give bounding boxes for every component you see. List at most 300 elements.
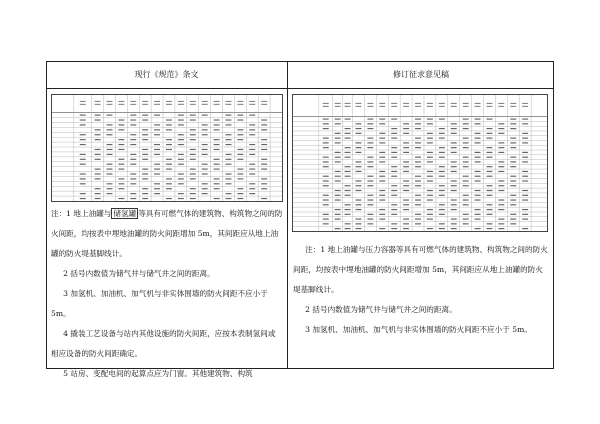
table-cell-mark — [356, 180, 362, 181]
table-cell-mark — [261, 159, 267, 160]
table-cell-mark — [202, 149, 208, 150]
table-header-mark — [345, 103, 351, 104]
table-header-mark — [107, 101, 113, 102]
table-cell-mark — [214, 149, 220, 150]
table-cell-mark — [486, 157, 492, 158]
table-cell-mark — [130, 193, 136, 194]
table-cell-mark — [261, 169, 267, 170]
table-header-mark — [323, 106, 329, 107]
table-cell-mark — [498, 209, 504, 210]
table-cell-mark — [142, 198, 148, 199]
table-cell-mark — [335, 123, 341, 124]
table-cell-mark — [510, 161, 516, 162]
table-cell-mark — [379, 195, 385, 196]
table-cell-mark — [451, 152, 457, 153]
table-header-mark — [118, 104, 124, 105]
table-cell-mark — [510, 147, 516, 148]
table-cell-mark — [475, 142, 481, 143]
table-cell-mark — [391, 133, 397, 134]
table-cell-mark — [237, 178, 243, 179]
table-cell-mark — [190, 119, 196, 120]
table-cell-mark — [498, 180, 504, 181]
table-cell-mark — [80, 119, 86, 120]
table-cell-mark — [142, 178, 148, 179]
table-header-mark — [130, 104, 136, 105]
table-cell-mark — [130, 198, 136, 199]
table-cell-mark — [237, 139, 243, 140]
table-cell-mark — [391, 152, 397, 153]
table-cell-mark — [237, 115, 243, 116]
table-cell-mark — [463, 185, 469, 186]
table-cell-mark — [463, 204, 469, 205]
table-cell-mark — [427, 152, 433, 153]
table-header-mark — [415, 103, 421, 104]
table-cell-mark — [415, 219, 421, 220]
table-cell-mark — [439, 214, 445, 215]
table-header-mark — [463, 106, 469, 107]
table-cell-mark — [510, 195, 516, 196]
table-cell-mark — [391, 204, 397, 205]
right-table-grid — [293, 95, 547, 231]
table-cell-mark — [356, 171, 362, 172]
table-cell-mark — [118, 188, 124, 189]
table-header-mark — [486, 106, 492, 107]
table-cell-mark — [379, 157, 385, 158]
table-header-mark — [451, 106, 457, 107]
table-cell-mark — [379, 133, 385, 134]
table-header-mark — [367, 103, 373, 104]
table-cell-mark — [522, 133, 528, 134]
table-cell-mark — [130, 134, 136, 135]
table-cell-mark — [403, 142, 409, 143]
table-cell-mark — [367, 138, 373, 139]
table-cell-mark — [166, 159, 172, 160]
table-header-mark — [202, 101, 208, 102]
table-cell-mark — [486, 133, 492, 134]
table-header-mark — [142, 104, 148, 105]
left-table-grid — [52, 95, 282, 201]
table-cell-mark — [498, 128, 504, 129]
table-cell-mark — [178, 154, 184, 155]
table-cell-mark — [178, 183, 184, 184]
table-cell-mark — [356, 209, 362, 210]
table-cell-mark — [522, 161, 528, 162]
table-cell-mark — [403, 185, 409, 186]
table-cell-mark — [249, 183, 255, 184]
table-cell-mark — [391, 118, 397, 119]
table-cell-mark — [225, 134, 231, 135]
table-cell-mark — [214, 144, 220, 145]
table-cell-mark — [345, 195, 351, 196]
table-cell-mark — [510, 142, 516, 143]
right-column-title: 修订征求意见稿 — [393, 70, 449, 79]
table-cell-mark — [379, 118, 385, 119]
table-cell-mark — [237, 169, 243, 170]
table-cell-mark — [451, 128, 457, 129]
table-cell-mark — [202, 164, 208, 165]
table-cell-mark — [237, 119, 243, 120]
table-cell-mark — [439, 147, 445, 148]
table-cell-mark — [379, 142, 385, 143]
table-cell-mark — [323, 147, 329, 148]
table-header-mark — [237, 101, 243, 102]
table-cell-mark — [249, 173, 255, 174]
table-cell-mark — [261, 149, 267, 150]
table-cell-mark — [439, 118, 445, 119]
table-cell-mark — [345, 152, 351, 153]
table-cell-mark — [190, 159, 196, 160]
table-cell-mark — [166, 129, 172, 130]
table-cell-mark — [166, 164, 172, 165]
table-cell-mark — [225, 164, 231, 165]
table-cell-mark — [225, 173, 231, 174]
table-header-mark — [486, 103, 492, 104]
table-cell-mark — [95, 139, 101, 140]
table-cell-mark — [107, 144, 113, 145]
table-cell-mark — [379, 190, 385, 191]
table-cell-mark — [379, 209, 385, 210]
table-cell-mark — [335, 190, 341, 191]
table-cell-mark — [427, 133, 433, 134]
table-header-mark — [249, 104, 255, 105]
table-header-mark — [345, 106, 351, 107]
table-cell-mark — [166, 124, 172, 125]
table-cell-mark — [130, 154, 136, 155]
table-cell-mark — [107, 183, 113, 184]
table-cell-mark — [367, 176, 373, 177]
table-cell-mark — [486, 138, 492, 139]
table-header-mark — [178, 104, 184, 105]
table-cell-mark — [118, 124, 124, 125]
table-cell-mark — [463, 195, 469, 196]
table-cell-mark — [142, 169, 148, 170]
table-cell-mark — [130, 183, 136, 184]
table-cell-mark — [154, 173, 160, 174]
table-header-mark — [261, 104, 267, 105]
table-cell-mark — [486, 214, 492, 215]
table-cell-mark — [202, 154, 208, 155]
table-cell-mark — [356, 199, 362, 200]
table-cell-mark — [345, 190, 351, 191]
table-cell-mark — [80, 115, 86, 116]
table-cell-mark — [367, 123, 373, 124]
table-cell-mark — [107, 115, 113, 116]
table-cell-mark — [335, 199, 341, 200]
table-cell-mark — [451, 133, 457, 134]
table-header-mark — [237, 104, 243, 105]
table-cell-mark — [451, 199, 457, 200]
table-cell-mark — [379, 161, 385, 162]
table-cell-mark — [237, 134, 243, 135]
table-cell-mark — [439, 223, 445, 224]
table-header-mark — [166, 101, 172, 102]
table-cell-mark — [486, 171, 492, 172]
table-cell-mark — [415, 223, 421, 224]
table-cell-mark — [154, 188, 160, 189]
table-header-mark — [178, 101, 184, 102]
table-cell-mark — [130, 164, 136, 165]
table-cell-mark — [391, 190, 397, 191]
table-cell-mark — [463, 157, 469, 158]
table-cell-mark — [178, 119, 184, 120]
table-cell-mark — [475, 123, 481, 124]
table-cell-mark — [154, 115, 160, 116]
table-cell-mark — [451, 142, 457, 143]
table-cell-mark — [391, 195, 397, 196]
table-cell-mark — [415, 147, 421, 148]
table-cell-mark — [335, 152, 341, 153]
table-cell-mark — [498, 228, 504, 229]
table-cell-mark — [427, 176, 433, 177]
table-cell-mark — [178, 124, 184, 125]
table-cell-mark — [130, 173, 136, 174]
table-cell-mark — [403, 223, 409, 224]
table-header-mark — [80, 104, 86, 105]
table-cell-mark — [356, 142, 362, 143]
table-cell-mark — [379, 152, 385, 153]
table-cell-mark — [522, 157, 528, 158]
table-cell-mark — [379, 138, 385, 139]
table-cell-mark — [345, 157, 351, 158]
table-cell-mark — [475, 180, 481, 181]
table-cell-mark — [498, 161, 504, 162]
table-header-mark — [225, 104, 231, 105]
table-cell-mark — [522, 228, 528, 229]
table-cell-mark — [510, 138, 516, 139]
table-cell-mark — [345, 214, 351, 215]
table-cell-mark — [225, 144, 231, 145]
table-cell-mark — [486, 209, 492, 210]
table-cell-mark — [225, 193, 231, 194]
table-cell-mark — [356, 223, 362, 224]
table-cell-mark — [95, 115, 101, 116]
table-cell-mark — [335, 176, 341, 177]
table-cell-mark — [498, 185, 504, 186]
table-cell-mark — [522, 171, 528, 172]
table-cell-mark — [427, 157, 433, 158]
table-cell-mark — [522, 176, 528, 177]
table-header-mark — [475, 103, 481, 104]
table-cell-mark — [510, 166, 516, 167]
table-cell-mark — [463, 223, 469, 224]
table-cell-mark — [118, 139, 124, 140]
table-cell-mark — [379, 214, 385, 215]
table-cell-mark — [379, 219, 385, 220]
table-cell-mark — [451, 161, 457, 162]
table-cell-mark — [249, 144, 255, 145]
table-header-mark — [202, 104, 208, 105]
table-cell-mark — [439, 185, 445, 186]
table-cell-mark — [154, 164, 160, 165]
table-header-mark — [522, 106, 528, 107]
table-cell-mark — [345, 223, 351, 224]
table-cell-mark — [130, 124, 136, 125]
table-cell-mark — [335, 161, 341, 162]
table-cell-mark — [498, 133, 504, 134]
table-cell-mark — [190, 178, 196, 179]
table-cell-mark — [142, 139, 148, 140]
table-cell-mark — [249, 124, 255, 125]
table-cell-mark — [335, 180, 341, 181]
table-cell-mark — [475, 152, 481, 153]
left-note-1-rest: 等具有可燃气体的建筑物、构筑物之间的防火间距，均按表中埋地油罐的防火间距增加 5m，其间距应从地上油罐的防火堤基脚线计。 — [51, 209, 283, 258]
table-cell-mark — [118, 119, 124, 120]
table-cell-mark — [367, 128, 373, 129]
table-cell-mark — [190, 139, 196, 140]
table-cell-mark — [510, 199, 516, 200]
table-cell-mark — [178, 159, 184, 160]
table-cell-mark — [261, 178, 267, 179]
table-cell-mark — [486, 152, 492, 153]
table-cell-mark — [225, 159, 231, 160]
table-cell-mark — [118, 198, 124, 199]
table-cell-mark — [439, 166, 445, 167]
table-cell-mark — [486, 204, 492, 205]
table-cell-mark — [202, 173, 208, 174]
table-header-mark — [190, 104, 196, 105]
table-cell-mark — [451, 166, 457, 167]
table-header-mark — [379, 103, 385, 104]
table-cell-mark — [475, 138, 481, 139]
table-cell-mark — [118, 164, 124, 165]
table-cell-mark — [154, 149, 160, 150]
table-cell-mark — [261, 188, 267, 189]
table-header-mark — [323, 103, 329, 104]
table-cell-mark — [214, 188, 220, 189]
table-cell-mark — [95, 178, 101, 179]
table-cell-mark — [190, 149, 196, 150]
table-cell-mark — [118, 178, 124, 179]
table-cell-mark — [107, 173, 113, 174]
table-cell-mark — [391, 171, 397, 172]
table-cell-mark — [190, 198, 196, 199]
table-cell-mark — [486, 147, 492, 148]
table-cell-mark — [439, 195, 445, 196]
table-cell-mark — [214, 198, 220, 199]
table-cell-mark — [356, 128, 362, 129]
table-cell-mark — [95, 193, 101, 194]
table-header-mark — [367, 106, 373, 107]
table-cell-mark — [486, 166, 492, 167]
table-cell-mark — [142, 173, 148, 174]
table-cell-mark — [202, 144, 208, 145]
table-header-mark — [510, 103, 516, 104]
table-header-mark — [391, 106, 397, 107]
table-cell-mark — [130, 178, 136, 179]
table-cell-mark — [335, 118, 341, 119]
table-cell-mark — [498, 223, 504, 224]
table-cell-mark — [427, 228, 433, 229]
table-cell-mark — [451, 228, 457, 229]
table-cell-mark — [261, 139, 267, 140]
table-cell-mark — [391, 209, 397, 210]
table-cell-mark — [498, 199, 504, 200]
table-cell-mark — [486, 223, 492, 224]
table-cell-mark — [261, 129, 267, 130]
table-cell-mark — [367, 147, 373, 148]
header-rule — [46, 88, 554, 89]
table-cell-mark — [486, 176, 492, 177]
table-cell-mark — [178, 173, 184, 174]
table-cell-mark — [427, 138, 433, 139]
table-header-mark — [522, 103, 528, 104]
table-cell-mark — [403, 190, 409, 191]
table-cell-mark — [367, 180, 373, 181]
table-cell-mark — [80, 183, 86, 184]
table-cell-mark — [323, 214, 329, 215]
table-cell-mark — [379, 199, 385, 200]
table-cell-mark — [142, 154, 148, 155]
table-cell-mark — [249, 115, 255, 116]
right-spacing-table — [292, 94, 548, 232]
table-cell-mark — [166, 198, 172, 199]
table-cell-mark — [107, 129, 113, 130]
table-header-mark — [403, 106, 409, 107]
table-cell-mark — [391, 214, 397, 215]
table-cell-mark — [391, 228, 397, 229]
table-cell-mark — [356, 161, 362, 162]
table-cell-mark — [202, 183, 208, 184]
table-cell-mark — [475, 199, 481, 200]
table-cell-mark — [95, 198, 101, 199]
table-cell-mark — [95, 159, 101, 160]
table-cell-mark — [498, 219, 504, 220]
table-cell-mark — [522, 118, 528, 119]
table-cell-mark — [403, 204, 409, 205]
table-cell-mark — [498, 190, 504, 191]
table-cell-mark — [345, 171, 351, 172]
table-cell-mark — [95, 169, 101, 170]
table-cell-mark — [451, 147, 457, 148]
table-cell-mark — [80, 124, 86, 125]
table-cell-mark — [415, 195, 421, 196]
table-header-mark — [498, 106, 504, 107]
table-cell-mark — [80, 173, 86, 174]
table-cell-mark — [356, 219, 362, 220]
table-cell-mark — [178, 178, 184, 179]
table-cell-mark — [463, 142, 469, 143]
table-header-mark — [427, 103, 433, 104]
table-cell-mark — [522, 199, 528, 200]
table-cell-mark — [107, 124, 113, 125]
table-cell-mark — [323, 199, 329, 200]
left-column-title: 现行《规范》条文 — [134, 70, 199, 79]
table-cell-mark — [427, 142, 433, 143]
table-cell-mark — [367, 199, 373, 200]
table-cell-mark — [427, 180, 433, 181]
table-cell-mark — [80, 198, 86, 199]
table-cell-mark — [415, 176, 421, 177]
table-header-mark — [80, 101, 86, 102]
table-cell-mark — [323, 118, 329, 119]
table-cell-mark — [237, 129, 243, 130]
table-cell-mark — [475, 228, 481, 229]
table-cell-mark — [427, 171, 433, 172]
table-cell-mark — [510, 223, 516, 224]
table-cell-mark — [475, 161, 481, 162]
left-note-2: 2 括号内数值为储气井与储气井之间的距离。 — [63, 269, 215, 278]
table-cell-mark — [415, 199, 421, 200]
table-cell-mark — [80, 134, 86, 135]
table-header-mark — [107, 104, 113, 105]
table-cell-mark — [178, 139, 184, 140]
table-cell-mark — [95, 134, 101, 135]
table-header-mark — [130, 101, 136, 102]
table-cell-mark — [249, 188, 255, 189]
table-cell-mark — [486, 195, 492, 196]
table-cell-mark — [345, 166, 351, 167]
table-cell-mark — [439, 128, 445, 129]
